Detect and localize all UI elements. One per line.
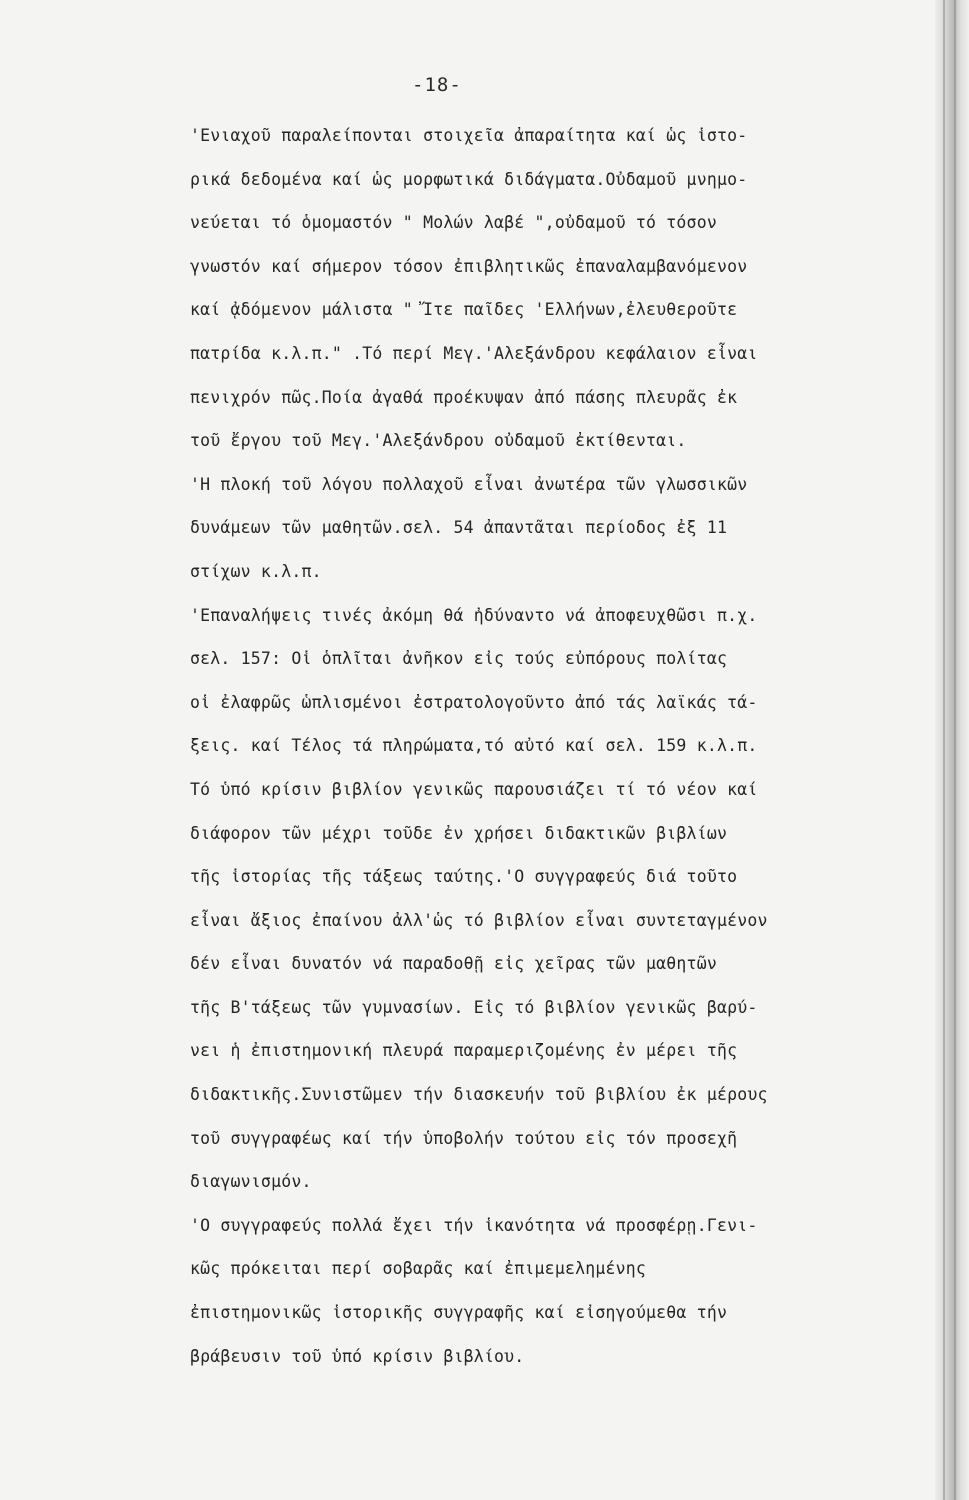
text-line: δέν εἶναι δυνατόν νά παραδοθῇ εἰς χεῖρας τῶν μαθητῶν: [190, 954, 717, 974]
text-line: σελ. 157: Οἱ ὁπλῖται ἀνῆκον εἰς τούς εὐπόρους πολίτας: [190, 649, 728, 669]
text-line: Τό ὑπό κρίσιν βιβλίον γενικῶς παρουσιάζει τί τό νέον καί: [190, 779, 758, 799]
text-line: καί ᾀδόμενον μάλιστα " Ἴτε παῖδες 'Ελλήνων,ἐλευθεροῦτε: [190, 300, 738, 320]
text-line: 'Επαναλήψεις τινές ἀκόμη θά ἠδύναντο νά ἀποφευχθῶσι π.χ.: [190, 605, 758, 625]
text-line: ρικά δεδομένα καί ὡς μορφωτικά διδάγματα.Οὐδαμοῦ μνημο-: [190, 169, 748, 189]
text-line: 'Ενιαχοῦ παραλείπονται στοιχεῖα ἀπαραίτητα καί ὡς ἱστο-: [190, 126, 748, 145]
text-line: τῆς Β'τάξεως τῶν γυμνασίων. Εἰς τό βιβλίον γενικῶς βαρύ-: [190, 997, 758, 1017]
text-line: 'Η πλοκή τοῦ λόγου πολλαχοῦ εἶναι ἀνωτέρα τῶν γλωσσικῶν: [190, 474, 748, 494]
text-line: διάφορον τῶν μέχρι τοῦδε ἐν χρήσει διδακτικῶν βιβλίων: [190, 823, 728, 843]
page-number: -18-: [412, 74, 462, 96]
text-line: βράβευσιν τοῦ ὑπό κρίσιν βιβλίου.: [190, 1346, 525, 1366]
text-line: τῆς ἱστορίας τῆς τάξεως ταύτης.'Ο συγγραφεύς διά τοῦτο: [190, 867, 738, 887]
text-line: ἐπιστημονικῶς ἱστορικῆς συγγραφῆς καί εἰσηγούμεθα τήν: [190, 1303, 728, 1323]
text-line: διαγωνισμόν.: [190, 1172, 312, 1192]
text-line: οἱ ἐλαφρῶς ὡπλισμένοι ἐστρατολογοῦντο ἀπό τάς λαϊκάς τά-: [190, 692, 758, 712]
text-line: δυνάμεων τῶν μαθητῶν.σελ. 54 ἀπαντᾶται περίοδος ἐξ 11: [190, 518, 728, 538]
text-line: εἶναι ἄξιος ἐπαίνου ἀλλ'ὡς τό βιβλίον εἶναι συντεταγμένον: [190, 910, 768, 930]
binding-line: [954, 0, 956, 1500]
text-line: νεύεται τό ὁμομαστόν " Μολών λαβέ ",οὐδαμοῦ τό τόσον: [190, 213, 717, 233]
text-line: ξεις. καί Τέλος τά πληρώματα,τό αὐτό καί σελ. 159 κ.λ.π.: [190, 736, 758, 756]
typed-text-body: [190, 114, 952, 1378]
text-line: τοῦ ἔργου τοῦ Μεγ.'Αλεξάνδρου οὐδαμοῦ ἐκτίθενται.: [190, 431, 687, 451]
text-line: τοῦ συγγραφέως καί τήν ὑποβολήν τούτου εἰς τόν προσεχῆ: [190, 1128, 738, 1148]
text-line: κῶς πρόκειται περί σοβαρᾶς καί ἐπιμεμελημένης: [190, 1259, 647, 1279]
text-line: πατρίδα κ.λ.π." .Τό περί Μεγ.'Αλεξάνδρου κεφάλαιον εἶναι: [190, 343, 758, 363]
text-line: 'Ο συγγραφεύς πολλά ἔχει τήν ἱκανότητα νά προσφέρῃ.Γενι-: [190, 1215, 758, 1235]
text-line: πενιχρόν πῶς.Ποία ἀγαθά προέκυψαν ἀπό πάσης πλευρᾶς ἐκ: [190, 387, 738, 407]
text-line: διδακτικῆς.Συνιστῶμεν τήν διασκευήν τοῦ βιβλίου ἐκ μέρους: [190, 1085, 768, 1105]
text-line: στίχων κ.λ.π.: [190, 561, 322, 581]
text-line: νει ἡ ἐπιστημονική πλευρά παραμεριζομένης ἐν μέρει τῆς: [190, 1041, 738, 1061]
text-line: γνωστόν καί σήμερον τόσον ἐπιβλητικῶς ἐπαναλαμβανόμενον: [190, 256, 748, 276]
